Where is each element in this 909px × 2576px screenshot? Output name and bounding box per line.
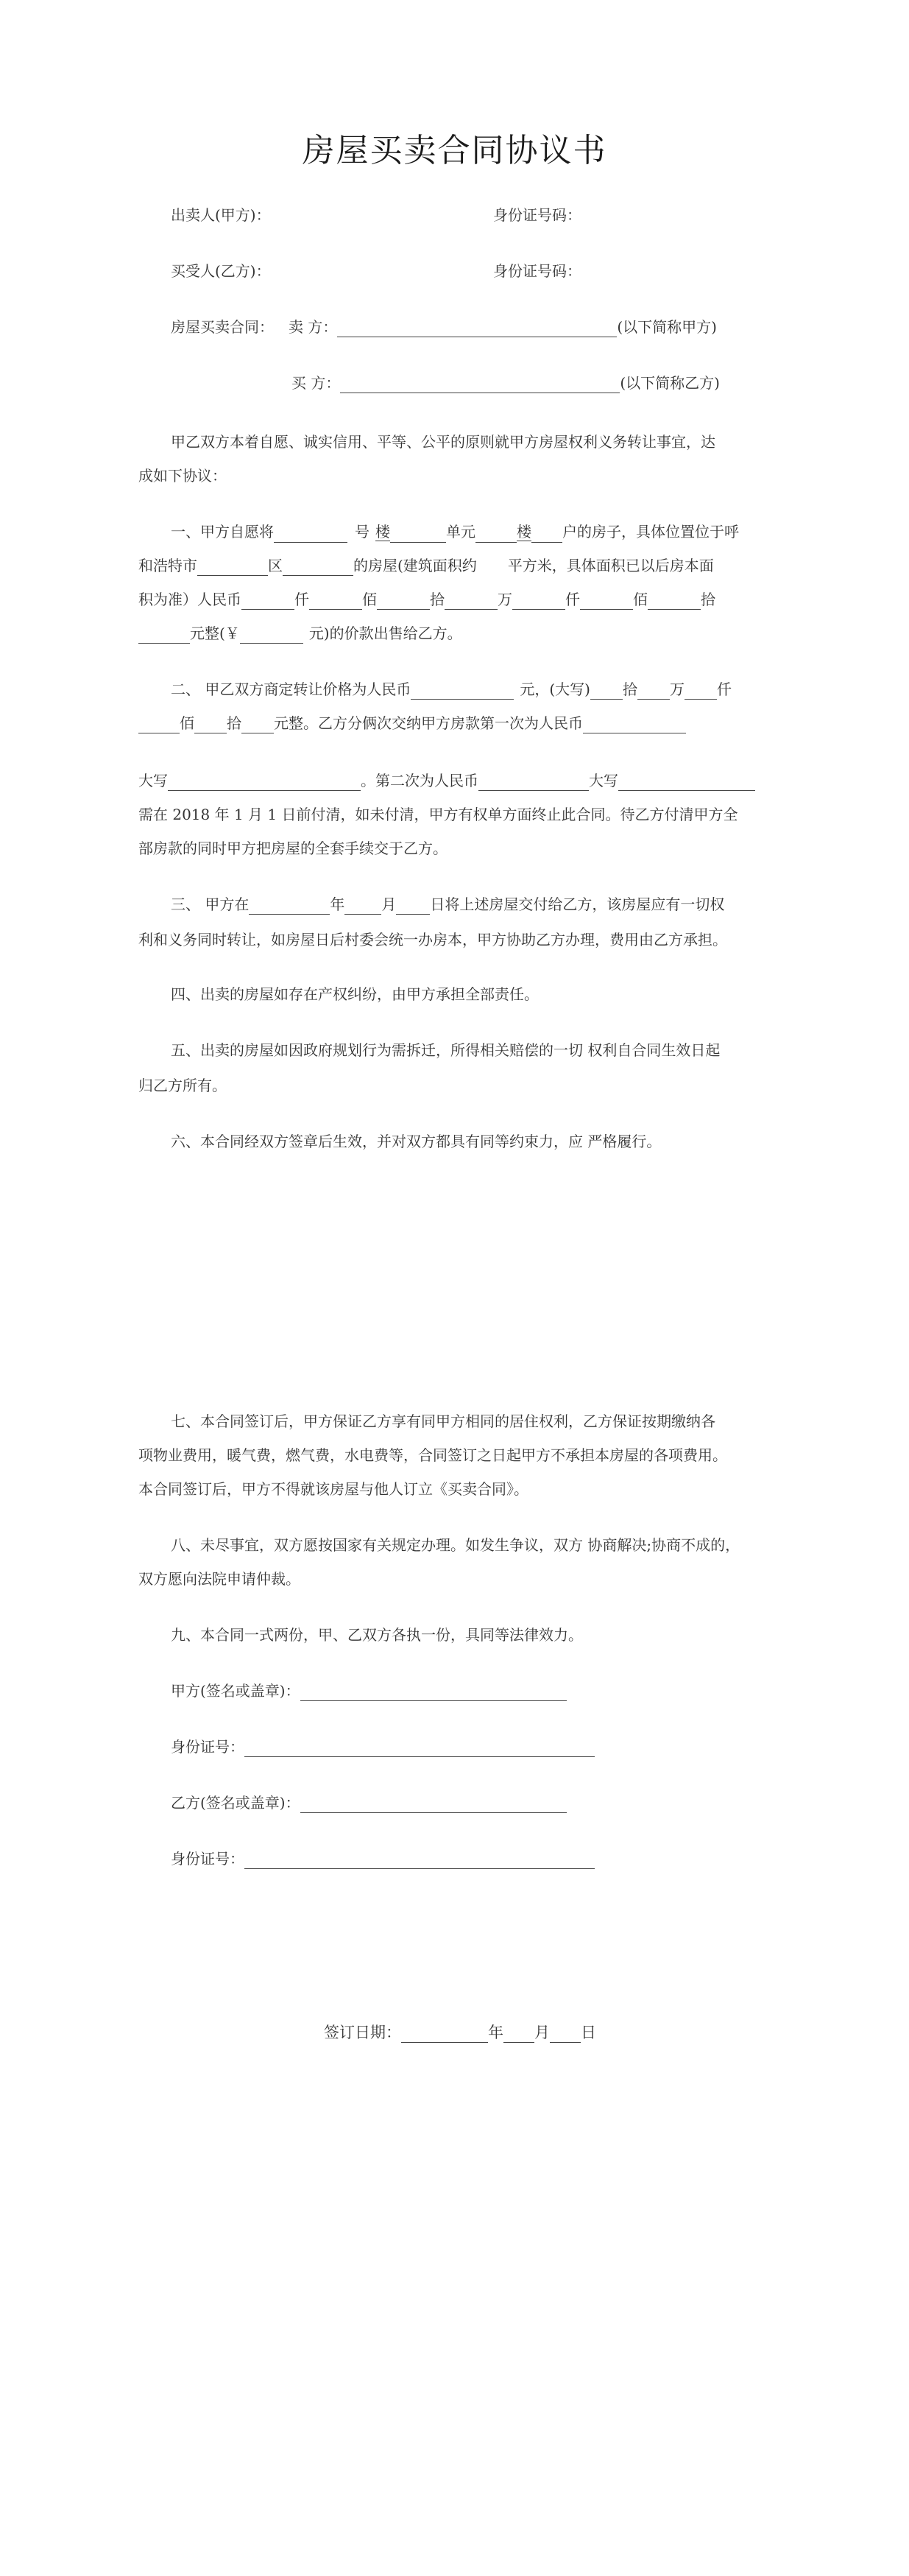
clause-1-line-4: 元整(￥ 元)的价款出售给乙方。 [138,623,462,644]
blank [240,627,303,644]
party-seller-alias: (以下简称甲方) [617,318,717,336]
seller-name-blank [337,320,617,337]
blank [512,593,565,610]
blank [637,683,670,700]
clause-5-line-1: 五、出卖的房屋如因政府规划行为需拆迁，所得相关赔偿的一切 权利自合同生效日起 [171,1041,721,1059]
parties-label: 房屋买卖合同： [171,318,274,336]
signing-date: 签订日期： 年 月 日 [324,2024,596,2041]
clause-1-line-1: 一、甲方自愿将 号 楼 单元 楼 户的房子，具体位置位于呼 [171,521,739,543]
blank [618,774,755,791]
blank [685,683,717,700]
blank [241,717,274,733]
clause-8-line-2: 双方愿向法院申请仲裁。 [138,1570,300,1588]
blank [531,526,562,543]
buyer-id-label: 身份证号码： [493,262,581,280]
signature-blank [300,1796,567,1813]
blank [274,526,347,543]
buyer-label: 买受人(乙方)： [171,262,271,280]
blank [194,717,227,733]
party-buyer-label: 买 方： [291,374,341,392]
blank [309,593,362,610]
blank [583,717,686,733]
clause-3-line-1: 三、 甲方在 年 月 日将上述房屋交付给乙方，该房屋应有一切权 [171,895,725,913]
clause-2-line-1: 二、 甲乙双方商定转让价格为人民币 元，(大写) 拾 万 仟 [171,680,732,698]
seller-label: 出卖人(甲方)： [171,206,271,224]
date-year-blank [401,2026,488,2043]
clause-6: 六、本合同经双方签章后生效，并对双方都具有同等约束力，应 严格履行。 [171,1133,662,1150]
blank [138,717,180,733]
clause-4: 四、出卖的房屋如存在产权纠纷，由甲方承担全部责任。 [171,985,539,1003]
parties-line-buyer [291,373,720,393]
clause-3-line-2: 利和义务同时转让，如房屋日后村委会统一办房本，甲方协助乙方办理，费用由乙方承担。 [138,931,727,949]
parties-line-seller [171,317,717,337]
blank [590,683,623,700]
party-seller-label: 卖 方： [289,318,338,336]
date-day-blank [550,2026,581,2043]
blank [168,774,361,791]
blank [390,526,446,543]
sign-party-a: 甲方(签名或盖章)： [171,1681,567,1701]
blank [445,593,498,610]
seller-id-label: 身份证号码： [493,206,581,224]
clause-2-line-3: 大写 。第二次为人民币 大写 [138,770,755,791]
clause-1-line-2: 和浩特市 区 的房屋(建筑面积约 平方米，具体面积已以后房本面 [138,557,714,574]
document-title: 房屋买卖合同协议书 [302,132,607,169]
clause-2-line-2: 佰 拾 元整。乙方分俩次交纳甲方房款第一次为人民币 [138,713,686,733]
clause-2-line-4: 需在 2018 年 1 月 1 日前付清，如未付清，甲方有权单方面终止此合同。待乙方付清甲方全 [138,806,738,823]
intro-line-2: 成如下协议： [138,467,227,485]
blank [344,898,381,915]
buyer-name-blank [340,376,620,393]
sign-party-b-id: 身份证号： [171,1848,595,1869]
clause-5-line-2: 归乙方所有。 [138,1077,227,1094]
blank [580,593,633,610]
clause-7-line-2: 项物业费用，暖气费，燃气费，水电费等，合同签订之日起甲方不承担本房屋的各项费用。 [138,1446,727,1464]
signature-blank [300,1684,567,1701]
blank [648,593,701,610]
blank [478,774,589,791]
blank [283,559,353,576]
blank [197,559,268,576]
intro-line-1: 甲乙双方本着自愿、诚实信用、平等、公平的原则就甲方房屋权利义务转让事宜，达 [171,433,715,451]
id-blank [244,1740,595,1757]
blank [396,898,430,915]
clause-7-line-3: 本合同签订后，甲方不得就该房屋与他人订立《买卖合同》。 [138,1480,528,1498]
blank [411,683,514,700]
blank [241,593,294,610]
clause-7-line-1: 七、本合同签订后，甲方保证乙方享有同甲方相同的居住权利，乙方保证按期缴纳各 [171,1412,715,1430]
clause-9: 九、本合同一式两份，甲、乙双方各执一份，具同等法律效力。 [171,1626,583,1644]
blank [138,627,190,644]
blank [475,526,517,543]
blank [377,593,430,610]
blank [249,898,330,915]
clause-2-line-5: 部房款的同时甲方把房屋的全套手续交于乙方。 [138,840,448,857]
date-month-blank [503,2026,534,2043]
clause-1-line-3: 积为准）人民币 仟 佰 拾 万 仟 佰 拾 [138,591,715,608]
clause-8-line-1: 八、未尽事宜，双方愿按国家有关规定办理。如发生争议，双方 协商解决;协商不成的， [171,1536,740,1554]
id-blank [244,1852,595,1869]
sign-party-b: 乙方(签名或盖章)： [171,1792,567,1813]
sign-party-a-id: 身份证号： [171,1736,595,1757]
party-buyer-alias: (以下简称乙方) [620,374,720,392]
